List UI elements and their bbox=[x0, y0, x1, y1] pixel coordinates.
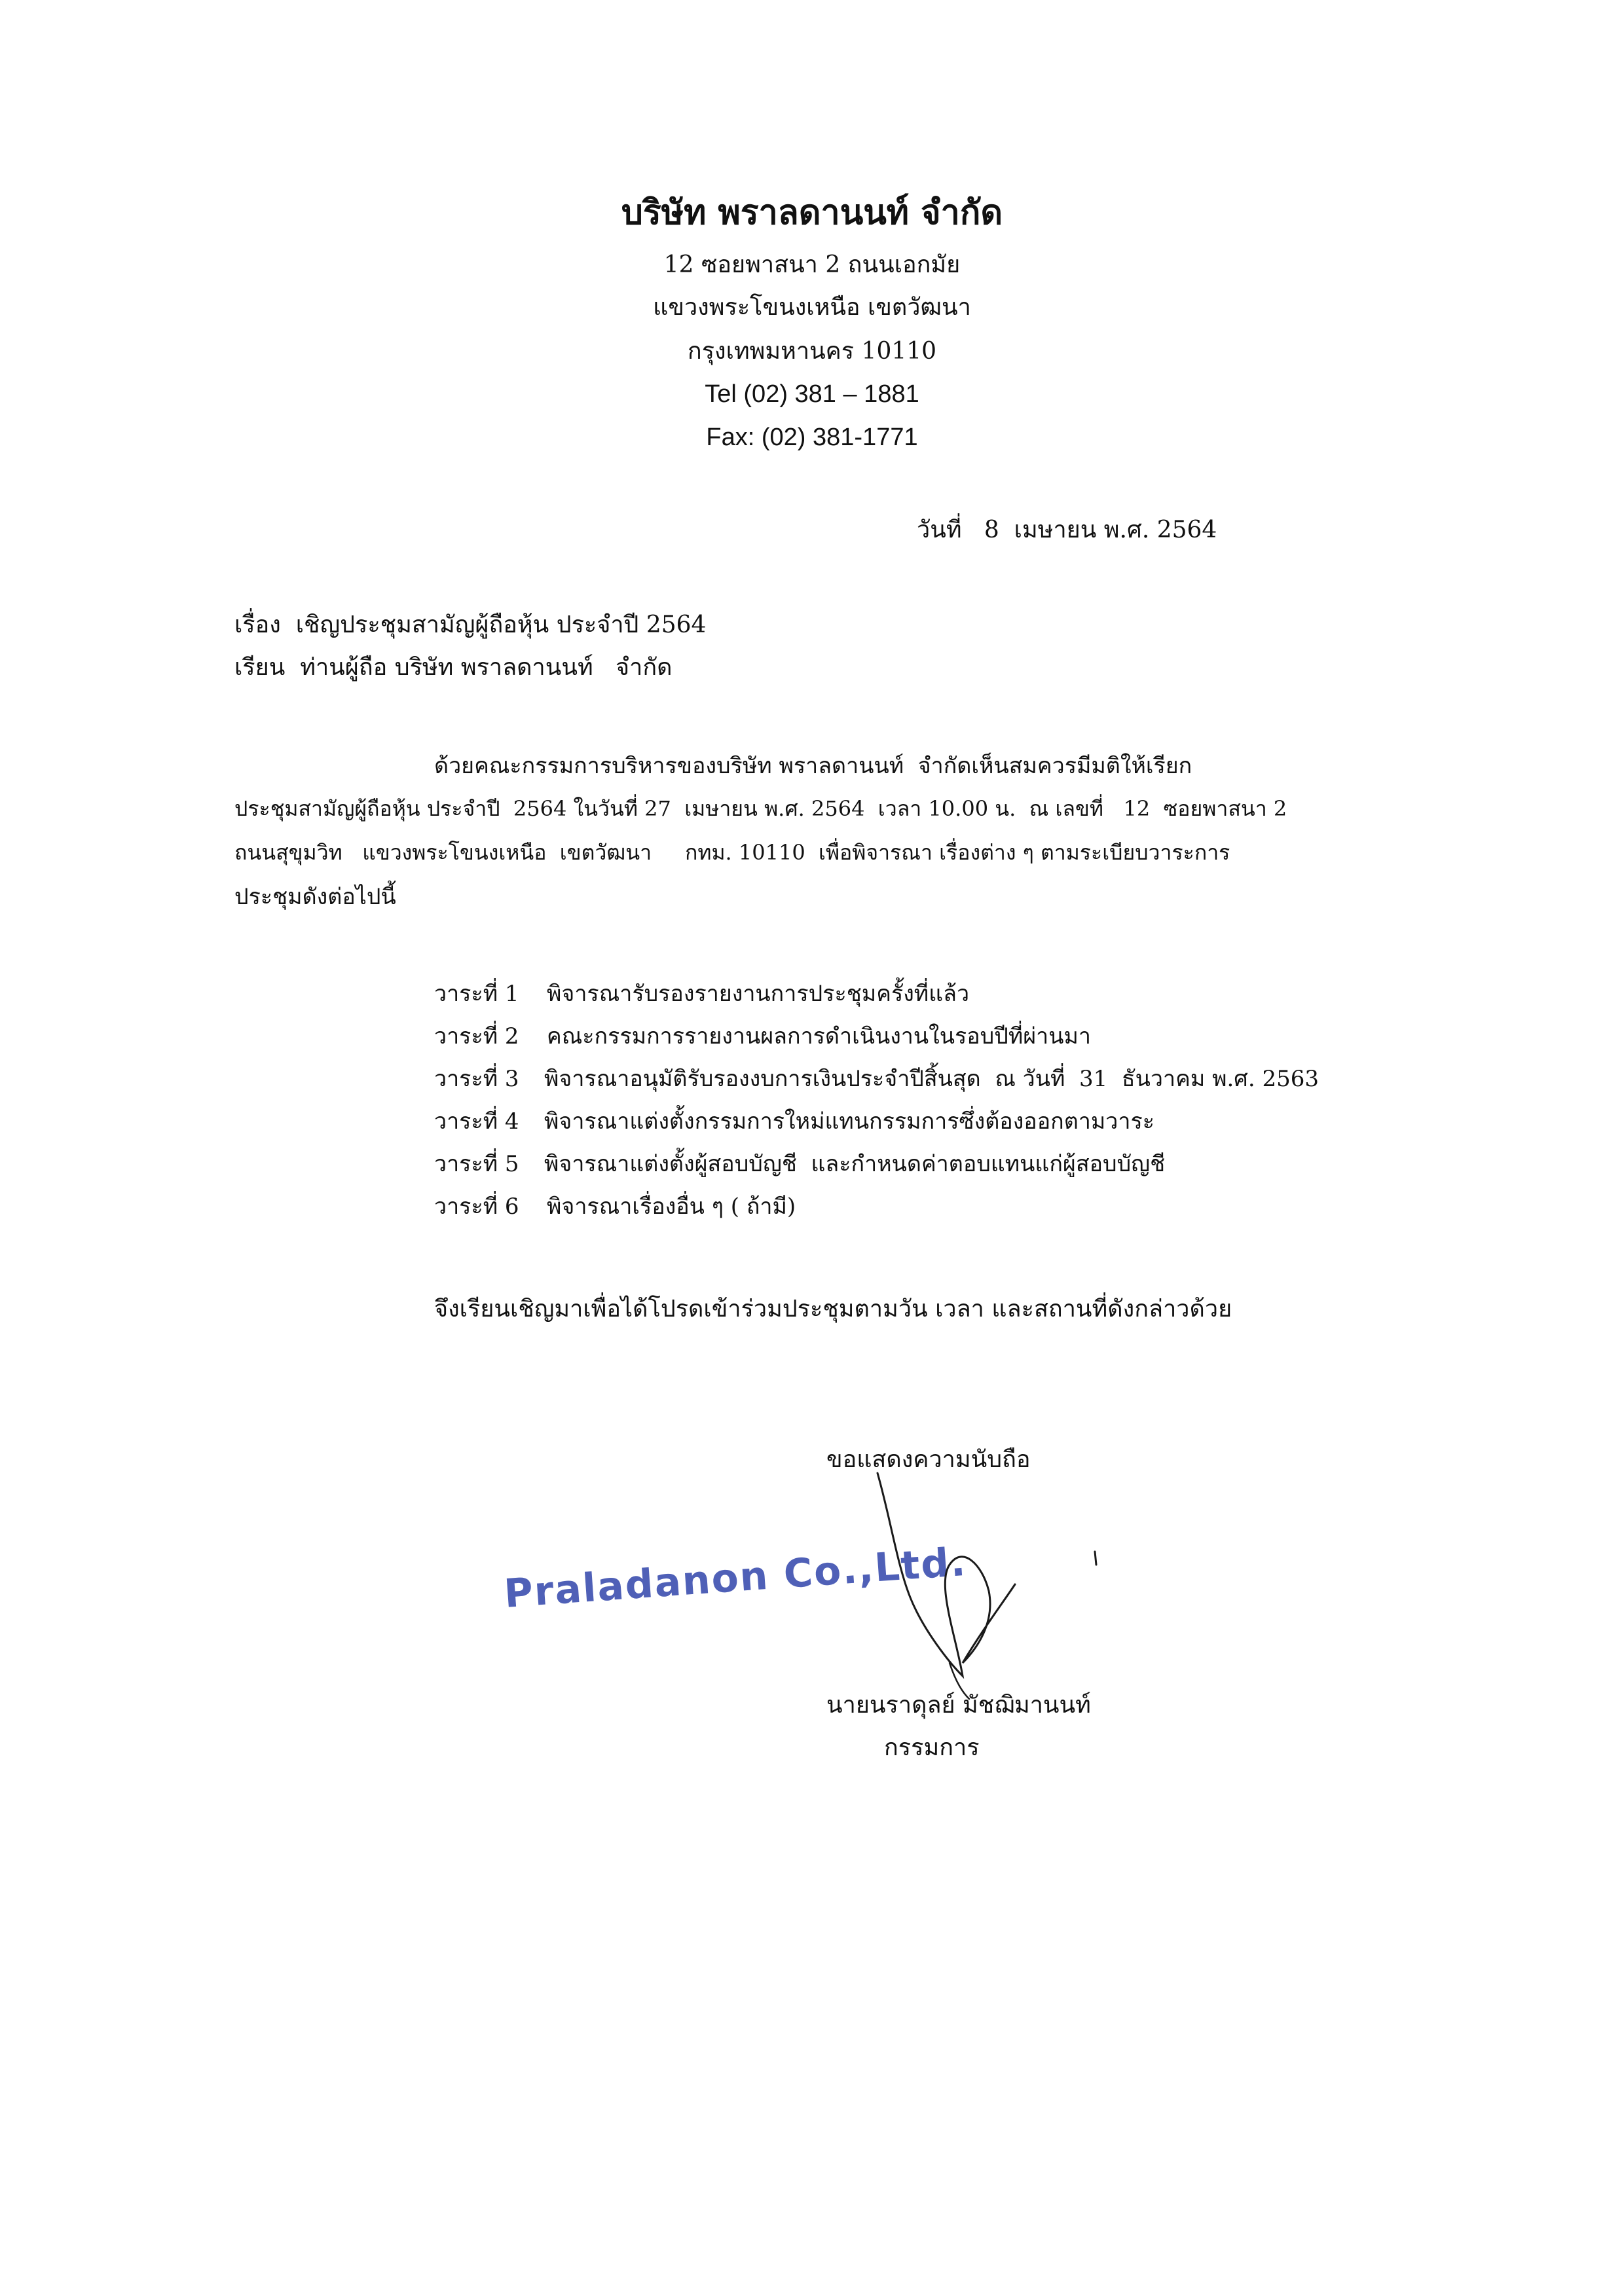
agenda-number: วาระที่ 4 bbox=[434, 1108, 519, 1135]
agenda-number: วาระที่ 5 bbox=[434, 1151, 519, 1177]
agenda-item bbox=[434, 1144, 1416, 1184]
agenda-text: คณะกรรมการรายงานผลการดำเนินงานในรอบปีที่ผ่านมา bbox=[547, 1023, 1091, 1049]
agenda-item bbox=[434, 1187, 1416, 1226]
agenda-item bbox=[434, 1017, 1416, 1056]
body-line: ด้วยคณะกรรมการบริหารของบริษัท พราลดานนท์ จำกัดเห็นสมควรมีมติให้เรียก bbox=[434, 753, 1192, 779]
tel-line: Tel (02) 381 – 1881 bbox=[705, 380, 919, 408]
agenda-item bbox=[434, 1059, 1416, 1099]
agenda-text: พิจารณาแต่งตั้งผู้สอบบัญชี และกำหนดค่าตอบแทนแก่ผู้สอบบัญชี bbox=[544, 1151, 1166, 1177]
body-line: ประชุมดังต่อไปนี้ bbox=[234, 884, 396, 910]
agenda-text: พิจารณารับรองรายงานการประชุมครั้งที่แล้ว bbox=[547, 981, 970, 1007]
address-line-1: 12 ซอยพาสนา 2 ถนนเอกมัย bbox=[663, 251, 961, 278]
agenda-item bbox=[434, 974, 1416, 1013]
agenda-number: วาระที่ 3 bbox=[434, 1066, 519, 1092]
closing-line: ขอแสดงความนับถือ bbox=[826, 1446, 1031, 1473]
signature-mark bbox=[851, 1467, 1100, 1702]
invitation-line: จึงเรียนเชิญมาเพื่อได้โปรดเข้าร่วมประชุมตามวัน เวลา และสถานที่ดังกล่าวด้วย bbox=[434, 1296, 1232, 1322]
agenda-text: พิจารณาแต่งตั้งกรรมการใหม่แทนกรรมการซึ่งต้องออกตามวาระ bbox=[544, 1108, 1155, 1135]
address-line-2: แขวงพระโขนงเหนือ เขตวัฒนา bbox=[653, 294, 971, 321]
signer-name: นายนราดุลย์ มัชฌิมานนท์ bbox=[826, 1692, 1091, 1719]
letter-date: วันที่ 8 เมษายน พ.ศ. 2564 bbox=[917, 517, 1217, 543]
company-name: บริษัท พราลดานนท์ จำกัด bbox=[621, 192, 1003, 232]
agenda-item bbox=[434, 1102, 1416, 1141]
fax-line: Fax: (02) 381-1771 bbox=[706, 424, 918, 451]
body-line: ถนนสุขุมวิท แขวงพระโขนงเหนือ เขตวัฒนา กทม. 10110 เพื่อพิจารณา เรื่องต่าง ๆ ตามระเบียบวาระการ bbox=[234, 840, 1230, 865]
agenda-text: พิจารณาอนุมัติรับรองงบการเงินประจำปีสิ้นสุด ณ วันที่ 31 ธันวาคม พ.ศ. 2563 bbox=[544, 1066, 1320, 1092]
agenda-number: วาระที่ 2 bbox=[434, 1023, 519, 1049]
body-line: ประชุมสามัญผู้ถือหุ้น ประจำปี 2564 ในวันที่ 27 เมษายน พ.ศ. 2564 เวลา 10.00 น. ณ เลขที่ 12 ซอยพาสนา 2 bbox=[234, 796, 1287, 821]
agenda-number: วาระที่ 1 bbox=[434, 981, 519, 1007]
addressee-line: เรียน ท่านผู้ถือ บริษัท พราลดานนท์ จำกัด bbox=[234, 654, 673, 681]
subject-line: เรื่อง เชิญประชุมสามัญผู้ถือหุ้น ประจำปี 2564 bbox=[234, 611, 707, 638]
company-stamp: Praladanon Co.,Ltd. bbox=[502, 1539, 969, 1617]
signer-title: กรรมการ bbox=[884, 1734, 980, 1761]
address-line-3: กรุงเทพมหานคร 10110 bbox=[687, 338, 937, 365]
agenda-text: พิจารณาเรื่องอื่น ๆ ( ถ้ามี) bbox=[547, 1194, 796, 1220]
agenda-number: วาระที่ 6 bbox=[434, 1194, 519, 1220]
